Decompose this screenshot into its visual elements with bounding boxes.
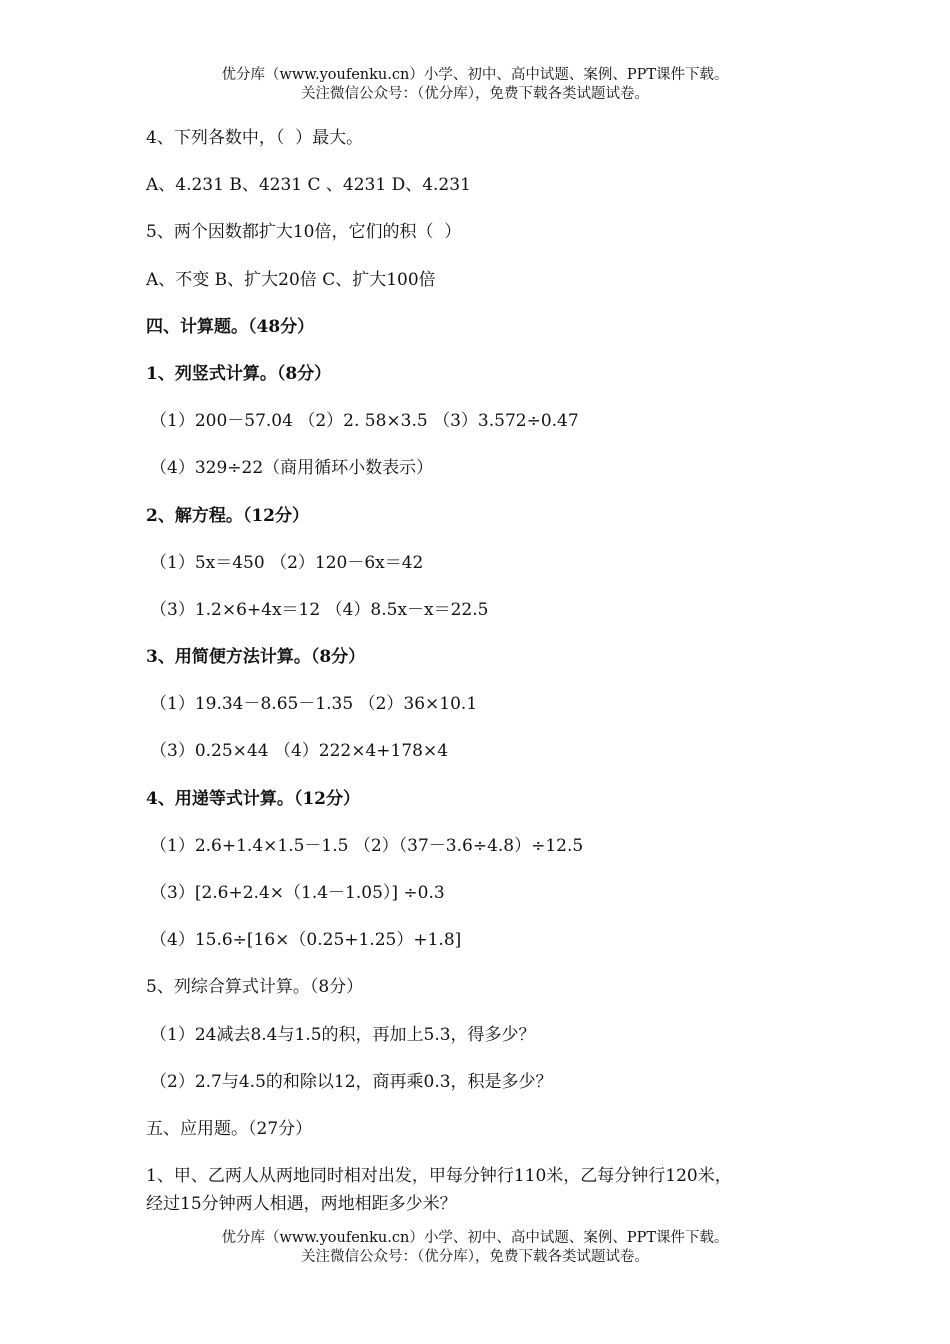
document-body	[146, 124, 826, 1218]
subsection-4-heading: 4、用递等式计算。（12分）	[146, 788, 360, 809]
subsection-5-heading: 5、列综合算式计算。（8分）	[146, 977, 364, 998]
subsection-4-row-3: （4）15.6÷[16×（0.25+1.25）+1.8]	[150, 930, 462, 951]
application-question-1-line-1: 1、甲、乙两人从两地同时相对出发，甲每分钟行110米，乙每分钟行120米，	[146, 1166, 732, 1187]
subsection-3-row-2: （3）0.25×44 （4）222×4+178×4	[150, 741, 449, 762]
subsection-5-row-1: （1）24减去8.4与1.5的积，再加上5.3，得多少？	[150, 1024, 536, 1045]
header-line-1: 优分库（www.youfenku.cn）小学、初中、高中试题、案例、PPT课件下载。	[221, 67, 729, 83]
subsection-4-row-2: （3）[2.6+2.4×（1.4－1.05）] ÷0.3	[150, 883, 445, 903]
subsection-3-row-1: （1）19.34－8.65－1.35 （2）36×10.1	[150, 694, 478, 715]
section-4-heading: 四、计算题。（48分）	[146, 316, 315, 337]
page-header	[0, 66, 950, 104]
application-question-1	[146, 1162, 826, 1218]
subsection-5-row-2: （2）2.7与4.5的和除以12，商再乘0.3，积是多少？	[150, 1071, 553, 1092]
subsection-1-heading: 1、列竖式计算。（8分）	[146, 363, 332, 384]
question-4: 4、下列各数中，（ ）最大。	[146, 128, 364, 148]
subsection-3-heading: 3、用简便方法计算。（8分）	[146, 647, 366, 668]
section-5-heading: 五、应用题。（27分）	[146, 1118, 313, 1139]
header-line-2: 关注微信公众号：（优分库），免费下载各类试题试卷。	[301, 86, 649, 102]
subsection-4-row-1: （1）2.6+1.4×1.5－1.5 （2）（37－3.6÷4.8）÷12.5	[150, 835, 584, 856]
subsection-2-row-1: （1）5x＝450 （2）120－6x＝42	[150, 552, 424, 573]
question-4-options: A、4.231 B、4231 C 、4231 D、4.231	[146, 175, 471, 196]
footer-line-1: 优分库（www.youfenku.cn）小学、初中、高中试题、案例、PPT课件下载。	[221, 1230, 729, 1246]
subsection-2-row-2: （3）1.2×6+4x＝12 （4）8.5x－x＝22.5	[150, 599, 489, 620]
page-footer	[0, 1229, 950, 1267]
application-question-1-line-2: 经过15分钟两人相遇，两地相距多少米？	[146, 1194, 457, 1215]
question-5-options: A、不变 B、扩大20倍 C、扩大100倍	[146, 269, 436, 290]
subsection-1-row-2: （4）329÷22（商用循环小数表示）	[150, 458, 434, 479]
subsection-1-row-1: （1）200－57.04 （2）2. 58×3.5 （3）3.572÷0.47	[150, 411, 579, 432]
subsection-2-heading: 2、解方程。（12分）	[146, 505, 309, 526]
footer-line-2: 关注微信公众号：（优分库），免费下载各类试题试卷。	[301, 1249, 649, 1265]
question-5: 5、两个因数都扩大10倍，它们的积（ ）	[146, 222, 462, 243]
